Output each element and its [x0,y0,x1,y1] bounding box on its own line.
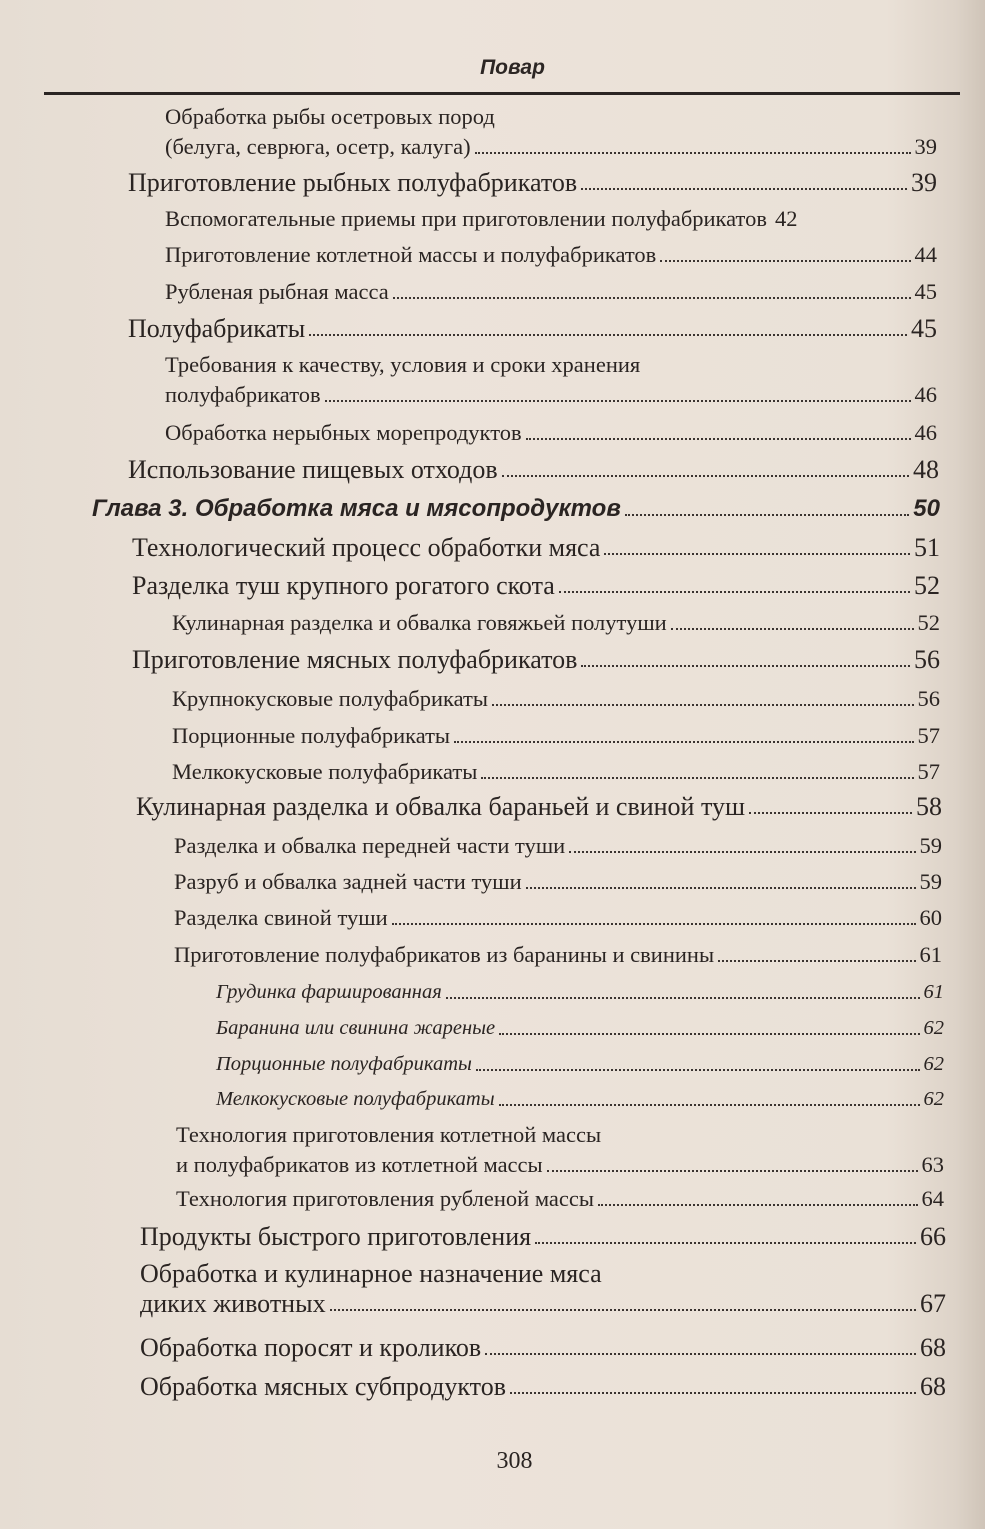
toc-entry [140,1222,946,1252]
toc-leader-dots [309,334,907,336]
toc-entry-page: 42 [774,206,798,231]
toc-entry-page: 44 [914,242,937,267]
toc-entry-label: Разделка свиной туши [174,905,388,930]
toc-entry-label: Кулинарная разделка и обвалка бараньей и свиной туш [136,792,746,821]
toc-leader-dots [671,628,914,630]
toc-entry-page: 64 [921,1186,944,1211]
toc-entry-page: 56 [917,686,940,711]
toc-entry-label: Приготовление рыбных полуфабрикатов [128,168,578,197]
toc-entry-label: Порционные полуфабрикаты [172,723,451,748]
toc-entry-page: 57 [917,759,940,784]
toc-entry-label: Технология приготовления рубленой массы [176,1186,595,1211]
toc-entry-page: 52 [914,571,940,600]
toc-entry-label: Продукты быстрого приготовления [140,1222,532,1251]
toc-entry [140,1259,946,1319]
toc-entry [140,1372,946,1402]
toc-chapter [92,494,940,524]
toc-entry [174,940,942,970]
toc-entry [165,418,937,448]
toc-leader-dots [492,704,914,706]
toc-entry-label-cont: и полуфабрикатов из котлетной массы [176,1152,543,1177]
toc-leader-dots [604,553,910,555]
toc-leader-dots [718,960,915,962]
toc-entry-page: 45 [914,279,937,304]
toc-leader-dots [485,1353,916,1355]
toc-entry [172,684,940,714]
toc-leader-dots [581,665,910,667]
toc-leader-dots [330,1309,916,1311]
toc-entry [128,455,939,485]
toc-leader-dots [475,152,911,154]
toc-leader-dots [526,438,911,440]
toc-leader-dots [476,1069,920,1071]
toc-entry-page: 68 [920,1372,946,1401]
toc-entry-page: 61 [923,981,944,1003]
toc-entry [165,102,937,162]
toc-entry [176,1120,944,1180]
toc-leader-dots [559,591,910,593]
toc-entry-label-cont: полуфабрикатов [165,382,321,407]
toc-entry [165,350,937,410]
toc-entry [132,533,940,563]
toc-entry-label: Приготовление котлетной массы и полуфабрикатов [165,242,657,267]
toc-entry-page: 61 [919,942,942,967]
toc-leader-dots [454,741,913,743]
toc-entry [216,1084,944,1114]
toc-leader-dots [569,851,915,853]
toc-leader-dots [510,1392,916,1394]
toc-entry-page: 67 [920,1289,946,1318]
toc-leader-dots [393,297,911,299]
toc-entry-label: Технологический процесс обработки мяса [132,533,601,562]
toc-chapter-page: 50 [913,495,940,522]
toc-entry-page: 57 [917,723,940,748]
toc-leader-dots [481,777,913,779]
toc-entry [132,645,940,675]
toc-entry-label: Требования к качеству, условия и сроки хранения [165,352,641,377]
toc-leader-dots [446,997,920,999]
toc-entry-label-cont: (белуга, севрюга, осетр, калуга) [165,134,471,159]
toc-leader-dots [581,188,907,190]
toc-entry-page: 46 [914,420,937,445]
toc-entry-page: 59 [919,869,942,894]
toc-entry-page: 52 [917,610,940,635]
toc-entry-page: 63 [921,1152,944,1177]
toc-entry-label: Разруб и обвалка задней части туши [174,869,522,894]
toc-entry-label: Приготовление полуфабрикатов из баранины и свинины [174,942,715,967]
toc-entry-page: 62 [923,1088,944,1110]
toc-entry [176,1184,944,1214]
running-header: Повар [480,56,545,79]
toc-entry [165,277,937,307]
header-rule [44,92,960,95]
toc-entry [136,792,942,822]
toc-entry [165,240,937,270]
toc-entry-label: Разделка туш крупного рогатого скота [132,571,555,600]
toc-entry-label: Обработка мясных субпродуктов [140,1372,506,1401]
toc-leader-dots [499,1104,920,1106]
toc-entry-page: 45 [911,314,937,343]
toc-entry-label: Мелкокусковые полуфабрикаты [216,1088,495,1110]
toc-entry [174,831,942,861]
toc-entry-label: Обработка поросят и кроликов [140,1333,482,1362]
toc-entry-label: Крупнокусковые полуфабрикаты [172,686,488,711]
toc-entry-label: Полуфабрикаты [128,314,306,343]
toc-entry-page: 39 [914,134,937,159]
toc-leader-dots [625,514,909,516]
toc-entry-label: Обработка нерыбных морепродуктов [165,420,522,445]
toc-entry-page: 59 [919,833,942,858]
toc-entry-label: Приготовление мясных полуфабрикатов [132,645,578,674]
toc-entry [172,757,940,787]
toc-leader-dots [526,887,916,889]
toc-entry [128,168,937,198]
toc-entry-page: 68 [920,1333,946,1362]
toc-entry-label-cont: диких животных [140,1289,326,1318]
toc-entry [128,314,937,344]
toc-entry [172,721,940,751]
toc-chapter-label: Глава 3. Обработка мяса и мясопродуктов [92,495,621,522]
toc-entry-label: Рубленая рыбная масса [165,279,389,304]
toc-entry-label: Обработка рыбы осетровых пород [165,104,495,129]
toc-entry-label: Баранина или свинина жареные [216,1017,496,1039]
toc-entry [174,903,942,933]
toc-leader-dots [660,260,910,262]
toc-entry [172,608,940,638]
toc-entry-page: 51 [914,533,940,562]
toc-entry-label: Обработка и кулинарное назначение мяса [140,1259,602,1288]
toc-entry-label: Разделка и обвалка передней части туши [174,833,566,858]
toc-entry-page: 66 [920,1222,946,1251]
toc-entry [165,204,937,234]
toc-entry-label: Использование пищевых отходов [128,455,498,484]
toc-entry-page: 62 [923,1053,944,1075]
toc-entry [216,977,944,1007]
toc-entry-page: 62 [923,1017,944,1039]
toc-entry-label: Вспомогательные приемы при приготовлении полуфабрикатов [165,206,767,231]
toc-entry-label: Мелкокусковые полуфабрикаты [172,759,478,784]
toc-entry [216,1049,944,1079]
toc-entry [216,1013,944,1043]
toc-leader-dots [502,475,909,477]
toc-entry-label: Кулинарная разделка и обвалка говяжьей полутуши [172,610,667,635]
toc-entry-page: 60 [919,905,942,930]
toc-entry-page: 56 [914,645,940,674]
toc-entry [140,1333,946,1363]
toc-entry-page: 48 [913,455,939,484]
page-number: 308 [496,1448,533,1474]
toc-leader-dots [535,1242,916,1244]
toc-entry [132,571,940,601]
toc-entry-label: Технология приготовления котлетной массы [176,1122,602,1147]
toc-entry-page: 58 [916,792,942,821]
toc-leader-dots [547,1170,918,1172]
toc-leader-dots [325,400,911,402]
toc-entry-label: Грудинка фаршированная [216,981,442,1003]
toc-leader-dots [749,812,912,814]
toc-entry-page: 39 [911,168,937,197]
toc-leader-dots [392,923,916,925]
toc-entry [174,867,942,897]
toc-entry-page: 46 [914,382,937,407]
toc-leader-dots [499,1033,919,1035]
toc-entry-label: Порционные полуфабрикаты [216,1053,472,1075]
toc-leader-dots [598,1204,917,1206]
